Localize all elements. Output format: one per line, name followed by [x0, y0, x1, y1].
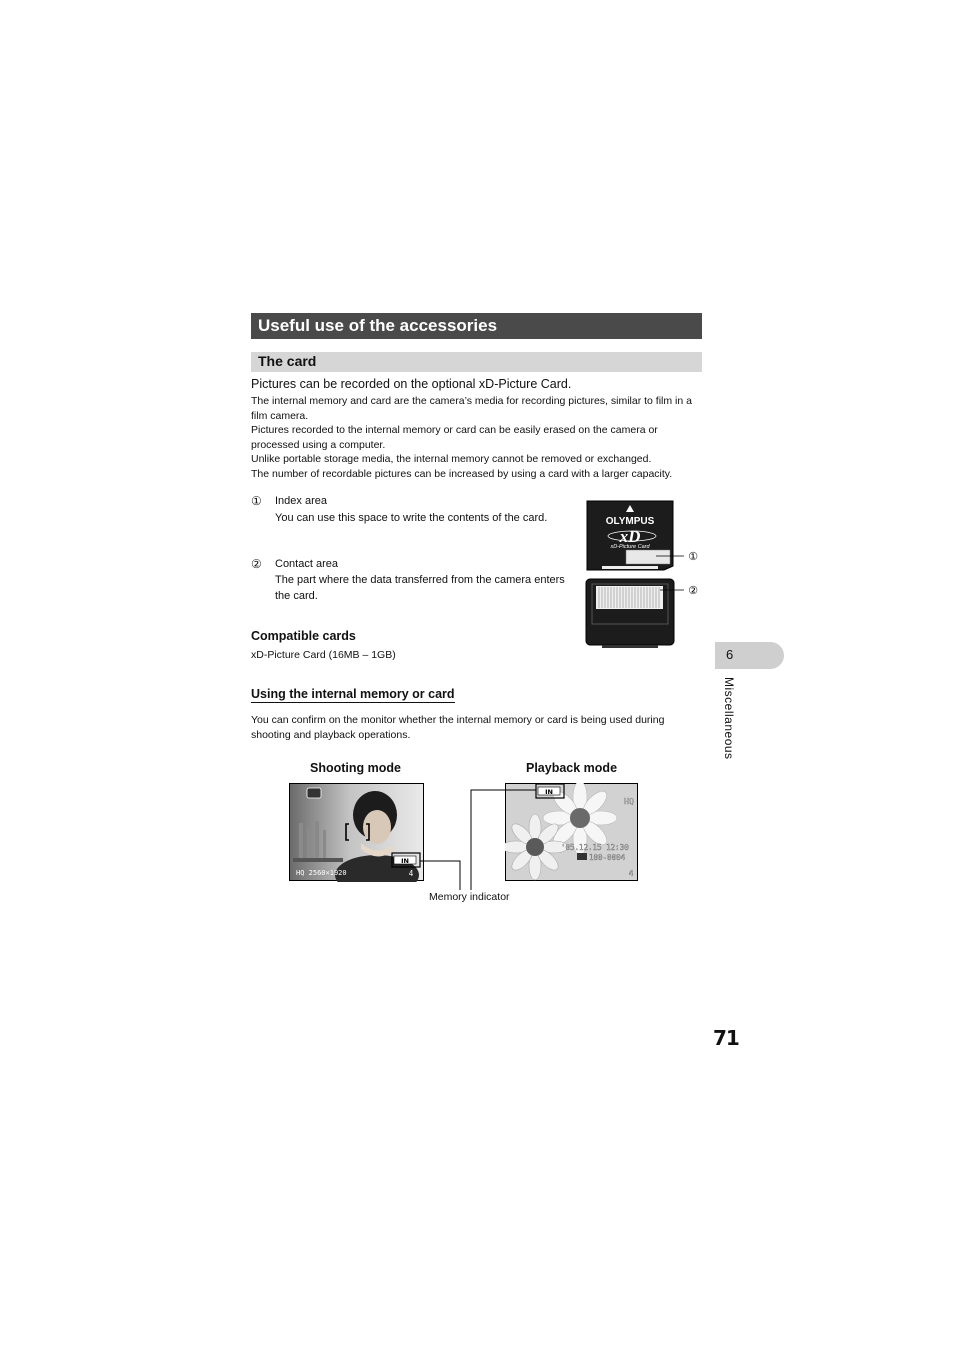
- intro-line: The number of recordable pictures can be increased by using a card with a larger capacity.: [251, 467, 673, 480]
- print-order-icon: [577, 853, 587, 860]
- card-caption: xD-Picture Card: [610, 544, 650, 550]
- compatible-cards-text: xD-Picture Card (16MB – 1GB): [251, 649, 396, 661]
- playback-mode-label: Playback mode: [526, 761, 618, 775]
- memory-indicator-label: Memory indicator: [429, 891, 510, 903]
- shooting-mode-icon: [307, 788, 321, 798]
- callout-2: ②: [688, 584, 698, 597]
- intro-paragraph: [251, 394, 706, 481]
- xd-card-illustration: [580, 498, 710, 652]
- hud-file-number: 100-0004: [589, 853, 626, 862]
- page-number: 71: [713, 1026, 739, 1050]
- intro-line: Unlike portable storage media, the internal memory cannot be removed or exchanged.: [251, 453, 652, 465]
- item-number: ①: [251, 494, 262, 508]
- shooting-mode-screen: [289, 783, 425, 882]
- item-desc-index-area: You can use this space to write the contents of the card.: [275, 512, 548, 524]
- person-face: [363, 810, 391, 844]
- hud-image-mode: HQ 2560×1920: [296, 869, 347, 877]
- memory-indicator-leader-lines: [420, 780, 570, 895]
- chapter-number: 6: [726, 647, 734, 662]
- intro-line: The internal memory and card are the camera’s media for recording pictures, similar to film in a film camera.: [251, 395, 692, 422]
- intro-line: Pictures recorded to the internal memory or card can be easily erased on the camera or processed using a computer.: [251, 424, 658, 451]
- lead-text: Pictures can be recorded on the optional xD-Picture Card.: [251, 377, 572, 391]
- item-number: ②: [251, 557, 262, 571]
- chapter-label: Miscellaneous: [722, 677, 736, 760]
- subsection-title: The card: [258, 353, 317, 369]
- index-area-label: [626, 550, 670, 564]
- hud-datetime: '05.12.15 12:30: [561, 843, 629, 852]
- hud-memory-in: IN: [401, 857, 409, 865]
- callout-1: ①: [688, 550, 698, 563]
- hud-quality: HQ: [624, 797, 634, 806]
- item-title-contact-area: Contact area: [275, 558, 338, 570]
- item-title-index-area: Index area: [275, 495, 327, 507]
- hud-frame-count: 4: [628, 869, 634, 878]
- internal-memory-text: You can confirm on the monitor whether the internal memory or card is being used during shooting and playback operations.: [251, 714, 665, 741]
- card-logo: xD: [619, 527, 641, 546]
- compatible-cards-heading: Compatible cards: [251, 629, 356, 643]
- subsection-header-bar: [251, 352, 702, 372]
- item-desc-contact-area: The part where the data transferred from the camera enters the card.: [275, 574, 565, 602]
- section-title: Useful use of the accessories: [258, 316, 498, 335]
- card-brand: OLYMPUS: [605, 516, 655, 527]
- shooting-mode-label: Shooting mode: [310, 761, 401, 775]
- internal-memory-heading: Using the internal memory or card: [251, 687, 455, 701]
- hud-frame-count: 4: [408, 869, 414, 878]
- hud-memory-in: IN: [545, 788, 553, 796]
